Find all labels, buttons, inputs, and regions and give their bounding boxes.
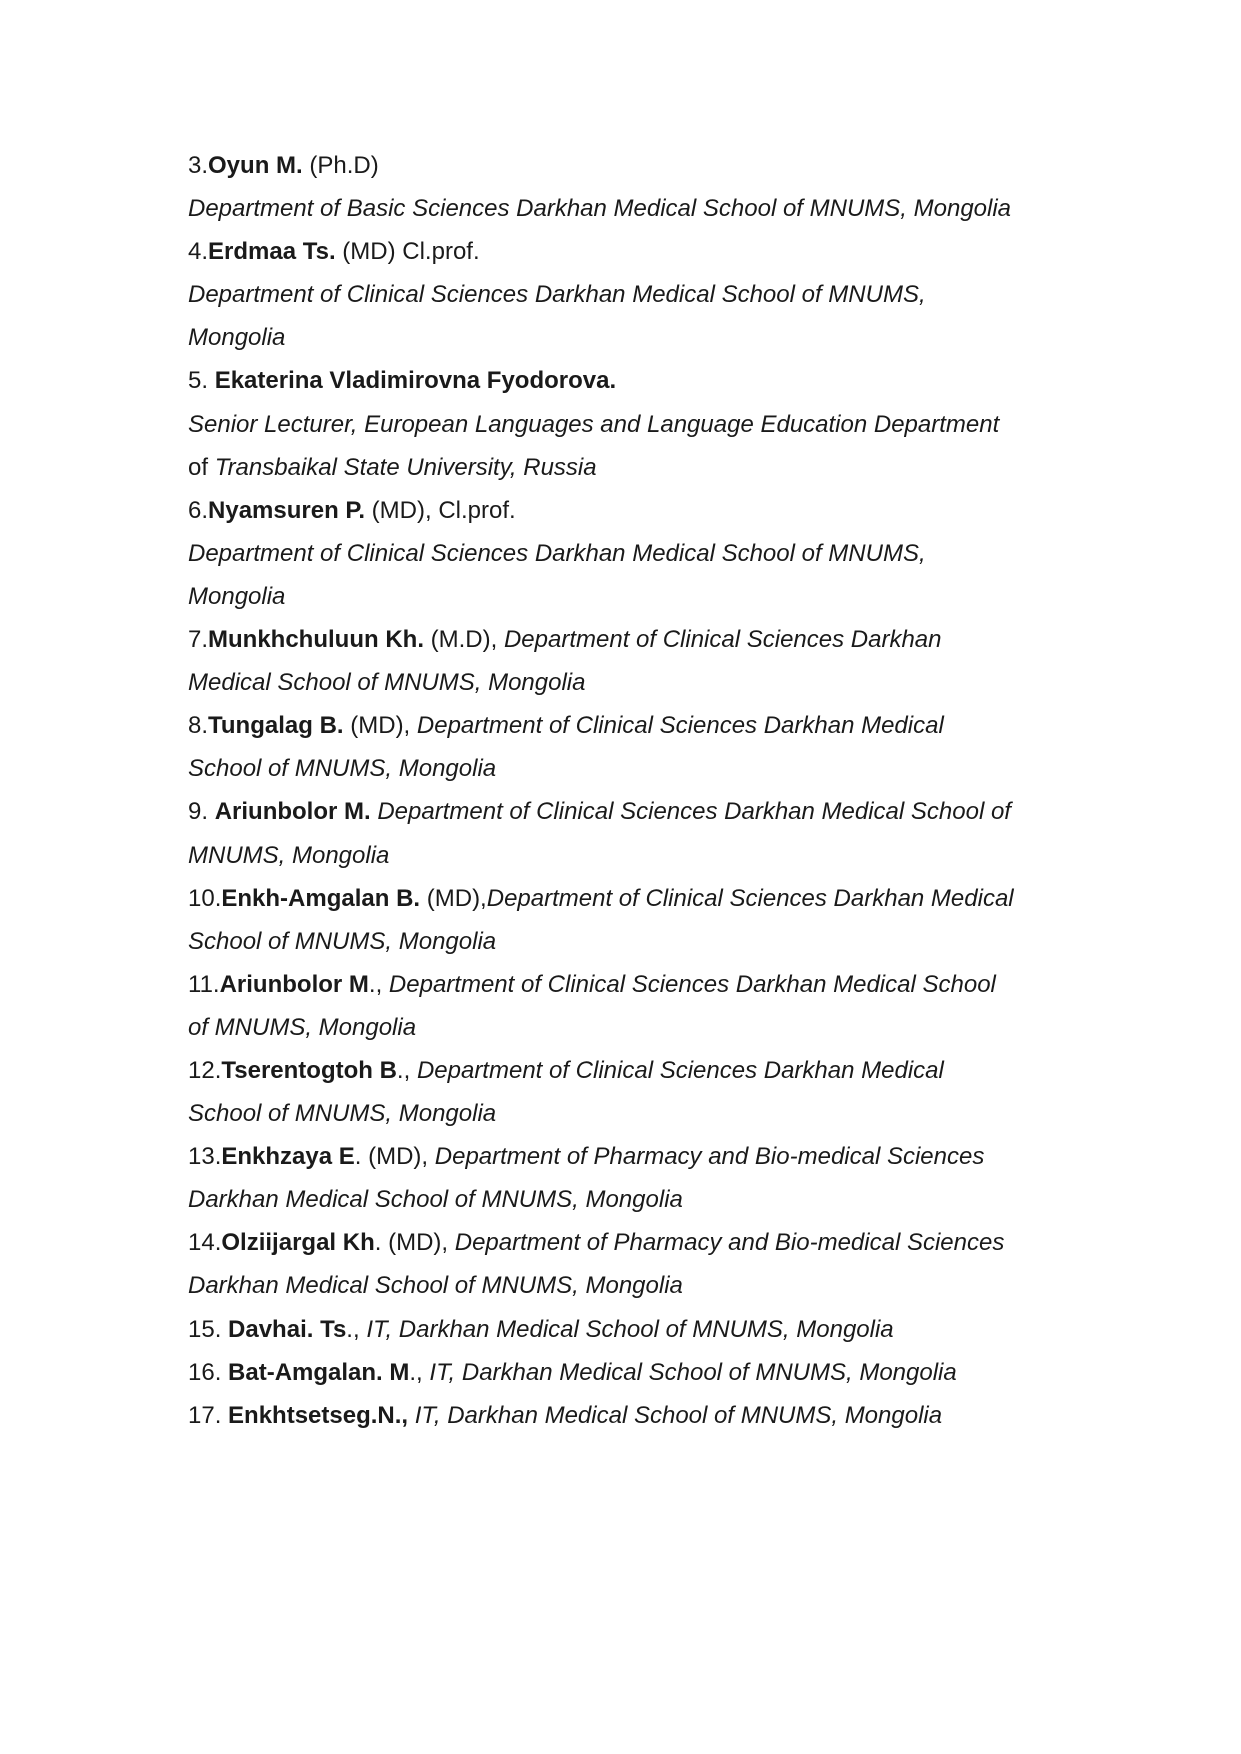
author-name: Bat-Amgalan. M <box>228 1358 410 1386</box>
text-line <box>188 1006 1088 1049</box>
text-line <box>188 1049 1088 1092</box>
plain-text: ., <box>346 1315 367 1343</box>
text-line <box>188 618 1088 661</box>
affiliation-text: Senior Lecturer, European Languages and Language Education Department <box>188 410 1000 438</box>
text-line <box>188 1394 1088 1437</box>
text-line <box>188 1178 1088 1221</box>
text-line <box>188 359 1088 402</box>
affiliation-text: School of MNUMS, Mongolia <box>188 927 497 955</box>
author-name: Davhai. Ts <box>228 1315 347 1343</box>
text-line <box>188 144 1088 187</box>
text-line <box>188 1308 1088 1351</box>
plain-text: 13. <box>188 1143 222 1171</box>
affiliation-text: IT, Darkhan Medical School of MNUMS, Mongolia <box>414 1401 943 1429</box>
affiliation-text: Department of Clinical Sciences Darkhan Medical <box>486 884 1014 912</box>
affiliation-text: Department of Clinical Sciences Darkhan Medical School <box>388 970 996 998</box>
plain-text: (M.D), <box>423 626 504 654</box>
text-line <box>188 1092 1088 1135</box>
text-line <box>188 704 1088 747</box>
plain-text: 6. <box>188 496 209 524</box>
plain-text: (Ph.D) <box>302 152 379 179</box>
affiliation-text: Mongolia <box>188 582 286 610</box>
affiliation-text: School of MNUMS, Mongolia <box>188 1100 497 1128</box>
plain-text: . (MD), <box>374 1229 455 1257</box>
plain-text: 4. <box>188 238 209 266</box>
affiliation-text: Department of Pharmacy and Bio-medical Sciences <box>434 1143 985 1171</box>
plain-text: 10. <box>188 884 222 912</box>
plain-text: 7. <box>188 626 209 654</box>
author-name: Oyun M. <box>208 152 303 179</box>
author-list <box>188 144 1088 1437</box>
affiliation-text: Mongolia <box>188 324 286 352</box>
text-line <box>188 446 1088 489</box>
author-name: Ariunbolor M <box>219 970 369 998</box>
text-line <box>188 877 1088 920</box>
author-name: Tungalag B. <box>208 712 344 740</box>
text-line <box>188 790 1088 833</box>
affiliation-text: Department of Clinical Sciences Darkhan Medical School of MNUMS, <box>188 539 926 567</box>
plain-text: (MD), Cl.prof. <box>365 496 516 524</box>
affiliation-text: of MNUMS, Mongolia <box>188 1013 417 1041</box>
affiliation-text: Department of Clinical Sciences Darkhan Medical School of MNUMS, <box>188 281 926 309</box>
affiliation-text: School of MNUMS, Mongolia <box>188 755 497 783</box>
affiliation-text: Department of Basic Sciences Darkhan Medical School of MNUMS, Mongolia <box>188 195 1012 223</box>
text-line <box>188 575 1088 618</box>
author-name: Enkh-Amgalan B. <box>221 884 421 912</box>
affiliation-text: Darkhan Medical School of MNUMS, Mongolia <box>188 1186 683 1214</box>
author-name: Tserentogtoh B <box>221 1056 397 1084</box>
affiliation-text: IT, Darkhan Medical School of MNUMS, Mongolia <box>366 1315 894 1343</box>
author-name: Enkhzaya E <box>221 1143 355 1171</box>
plain-text: 3. <box>188 152 209 179</box>
author-name: Nyamsuren P. <box>208 496 365 524</box>
plain-text: ., <box>409 1358 430 1386</box>
text-line <box>188 1221 1088 1264</box>
author-name: Erdmaa Ts. <box>208 238 336 266</box>
author-name: Olziijargal Kh <box>221 1229 375 1257</box>
plain-text: 16. <box>188 1358 229 1386</box>
text-line <box>188 532 1088 575</box>
text-line <box>188 661 1088 704</box>
plain-text: ., <box>396 1056 417 1084</box>
author-name: Munkhchuluun Kh. <box>208 626 424 654</box>
affiliation-text: Department of Clinical Sciences Darkhan Medical <box>416 1056 944 1084</box>
text-line <box>188 403 1088 446</box>
plain-text: (MD) Cl.prof. <box>335 238 480 266</box>
plain-text: ., <box>368 970 389 998</box>
plain-text: (MD), <box>420 884 487 912</box>
plain-text: of <box>188 453 215 481</box>
plain-text: 5. <box>188 367 215 395</box>
text-line <box>188 187 1088 230</box>
affiliation-text: Department of Clinical Sciences Darkhan Medical School of <box>370 798 1011 826</box>
plain-text: (MD), <box>343 712 417 740</box>
text-line <box>188 1351 1088 1394</box>
text-line <box>188 920 1088 963</box>
affiliation-text: Medical School of MNUMS, Mongolia <box>188 669 586 697</box>
affiliation-text: Department of Pharmacy and Bio-medical Sciences <box>454 1229 1005 1257</box>
affiliation-text: Department of Clinical Sciences Darkhan Medical <box>416 712 944 740</box>
plain-text: 8. <box>188 712 209 740</box>
text-line <box>188 1264 1088 1307</box>
text-line <box>188 834 1088 877</box>
plain-text: 9. <box>188 798 215 826</box>
plain-text: 17. <box>188 1401 229 1429</box>
text-line <box>188 747 1088 790</box>
text-line <box>188 316 1088 359</box>
affiliation-text: IT, Darkhan Medical School of MNUMS, Mongolia <box>429 1358 957 1386</box>
plain-text: 12. <box>188 1056 222 1084</box>
plain-text: 11. <box>188 970 220 998</box>
plain-text: 14. <box>188 1229 222 1257</box>
author-name: Ariunbolor M. <box>214 798 371 826</box>
plain-text: 15. <box>188 1315 229 1343</box>
plain-text <box>408 1402 415 1429</box>
plain-text: . (MD), <box>354 1143 435 1171</box>
text-line <box>188 963 1088 1006</box>
author-name: Enkhtsetseg.N., <box>228 1401 409 1429</box>
affiliation-text: MNUMS, Mongolia <box>188 841 390 869</box>
author-name: Ekaterina Vladimirovna Fyodorova. <box>214 367 617 395</box>
text-line <box>188 273 1088 316</box>
affiliation-text: Transbaikal State University, Russia <box>214 453 597 481</box>
affiliation-text: Department of Clinical Sciences Darkhan <box>503 626 942 654</box>
text-line <box>188 1135 1088 1178</box>
text-line <box>188 230 1088 273</box>
affiliation-text: Darkhan Medical School of MNUMS, Mongolia <box>188 1272 683 1300</box>
text-line <box>188 489 1088 532</box>
